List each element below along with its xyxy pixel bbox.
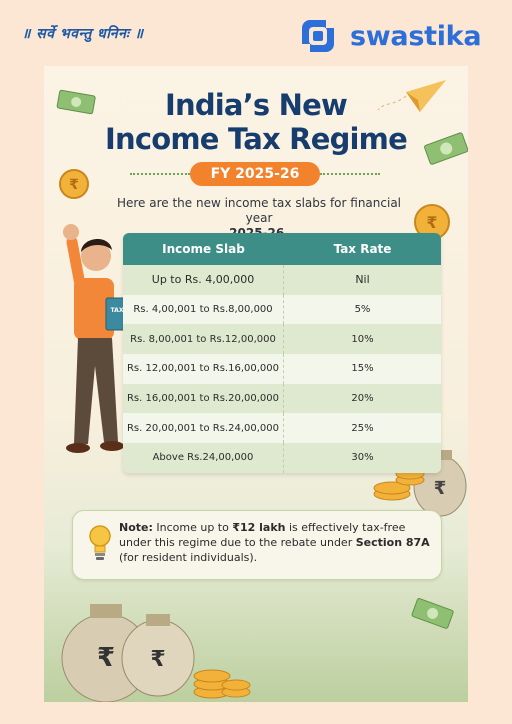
rate-cell: Nil [355,273,370,287]
poster-card [44,66,468,702]
divider [130,173,190,175]
fy-badge-row [130,162,380,186]
rate-cell: 5% [354,304,371,316]
rate-cell: 15% [351,363,374,375]
brand-name: swastika [350,20,482,52]
intro-sentence: Here are the new income tax slabs for financial year [116,196,402,225]
tax-slab-table [123,233,441,473]
rate-cell: 10% [351,333,374,345]
table-body [123,265,441,473]
tax-book-label: TAX [110,307,124,314]
note-box [72,510,442,580]
svg-text:₹: ₹ [433,478,447,499]
slab-cell: Rs. 12,00,001 to Rs.16,00,000 [123,354,284,384]
table-row [123,443,441,473]
rate-cell: 30% [351,452,374,464]
note-label: Note: [119,521,153,534]
table-header-row [123,233,441,265]
note-section: Section 87A [355,536,430,549]
svg-text:₹: ₹ [426,213,438,232]
table-row [123,265,441,295]
table-row [123,324,441,354]
svg-text:₹: ₹ [69,177,79,193]
brand-logo-lockup [300,18,481,54]
rate-cell: 25% [351,422,374,434]
note-amount: ₹12 lakh [232,521,286,534]
svg-text:₹: ₹ [150,647,166,672]
man-character-illustration [63,224,128,453]
slab-cell: Rs. 16,00,001 to Rs.20,00,000 [123,384,284,414]
swastika-logo-icon [300,18,336,54]
note-text [119,520,433,565]
table-row [123,354,441,384]
table-row [123,413,441,443]
note-text-part: (for resident individuals). [119,551,258,564]
column-header-tax-rate: Tax Rate [333,242,392,256]
slab-cell: Above Rs.24,00,000 [123,443,284,473]
fy-badge: FY 2025-26 [190,162,320,186]
slab-cell: Rs. 8,00,001 to Rs.12,00,000 [123,324,284,354]
title-line-2: Income Tax Regime [105,122,407,156]
rupee-coin-icon [60,170,88,198]
poster-title [44,88,468,156]
table-row [123,384,441,414]
column-header-income-slab: Income Slab [162,242,245,256]
note-text-part: is effectively tax-free under this regime due to the rebate under [119,521,406,549]
svg-text:₹: ₹ [96,643,116,673]
slab-cell: Rs. 20,00,001 to Rs.24,00,000 [123,413,284,443]
money-note-icon [412,598,454,629]
rate-cell: 20% [351,393,374,405]
note-text-part: Income up to [152,521,233,534]
coin-stack-icon [194,670,250,698]
lightbulb-icon [88,523,112,563]
slab-cell: Up to Rs. 4,00,000 [123,265,284,295]
slab-cell: Rs. 4,00,001 to Rs.8,00,000 [123,295,284,325]
divider [320,173,380,175]
sanskrit-tagline: ॥ सर्वे भवन्तु धनिनः ॥ [22,26,144,42]
table-row [123,295,441,325]
title-line-1: India’s New [164,88,347,122]
